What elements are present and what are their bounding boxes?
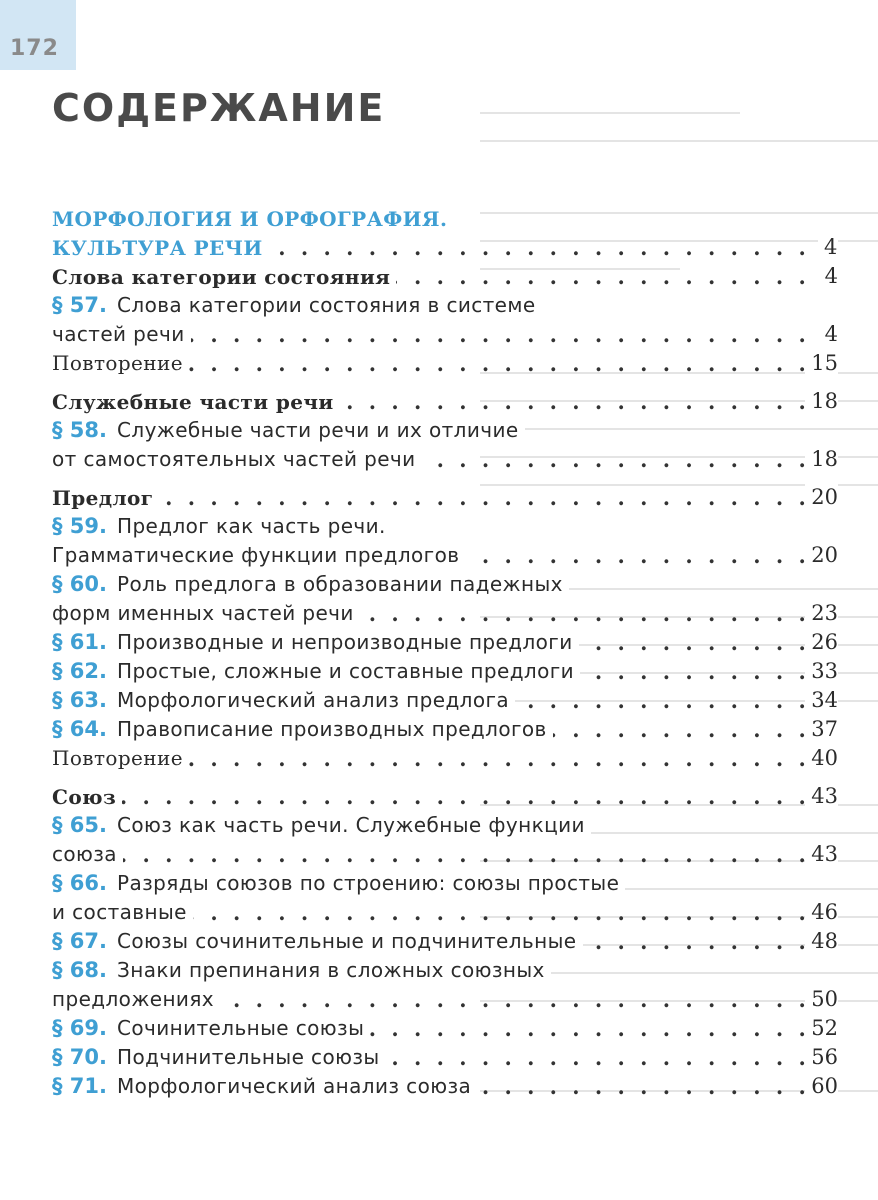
entry-title: Союз: [52, 785, 117, 809]
toc-paragraph-line[interactable]: [52, 657, 838, 686]
page-ref: 43: [805, 782, 838, 811]
entry-text: [52, 389, 340, 414]
entry-title: Повторение: [52, 351, 183, 375]
toc-paragraph-line[interactable]: [52, 840, 838, 869]
entry-text: [52, 293, 542, 317]
entry-text: [52, 784, 122, 809]
toc-section-line[interactable]: [52, 204, 838, 233]
entry-title: Служебные части речи: [52, 390, 334, 414]
page-ref: 26: [805, 628, 838, 657]
paragraph-number: § 64.: [52, 717, 108, 741]
entry-text: [52, 688, 515, 712]
page-ref: 4: [818, 233, 838, 262]
toc-paragraph-line[interactable]: [52, 715, 838, 744]
page-ref: 4: [819, 262, 838, 291]
entry-title: Служебные части речи и их отличие: [117, 418, 519, 442]
entry-text: [52, 1045, 386, 1069]
toc-chapter-line[interactable]: [52, 387, 838, 416]
paragraph-number: § 71.: [52, 1074, 108, 1098]
page-ref: 48: [805, 927, 838, 956]
toc-section-line[interactable]: [52, 233, 838, 262]
entry-text: [52, 572, 569, 596]
paragraph-number: § 70.: [52, 1045, 108, 1069]
page-ref: 15: [805, 349, 838, 378]
entry-text: [52, 264, 396, 289]
toc-paragraph-line[interactable]: [52, 985, 838, 1014]
entry-title: Простые, сложные и составные предлоги: [117, 659, 575, 683]
entry-title: и составные: [52, 900, 187, 924]
page-ref: 43: [805, 840, 838, 869]
page-ref: 20: [805, 541, 838, 570]
entry-title: Союзы сочинительные и подчинительные: [117, 929, 577, 953]
toc-paragraph-line[interactable]: [52, 686, 838, 715]
paragraph-number: § 60.: [52, 572, 108, 596]
toc-review-line[interactable]: [52, 349, 838, 378]
page-ref: 60: [805, 1072, 838, 1101]
entry-title: Слова категории состояния в системе: [117, 293, 536, 317]
entry-title: МОРФОЛОГИЯ И ОРФОГРАФИЯ.: [52, 207, 448, 231]
entry-title: Подчинительные союзы: [117, 1045, 380, 1069]
toc-paragraph-line[interactable]: [52, 1043, 838, 1072]
entry-title: Морфологический анализ союза: [117, 1074, 472, 1098]
paragraph-number: § 68.: [52, 958, 108, 982]
toc-paragraph-line[interactable]: [52, 1014, 838, 1043]
paragraph-number: § 62.: [52, 659, 108, 683]
entry-title: КУЛЬТУРА РЕЧИ: [52, 236, 263, 260]
toc-chapter-line[interactable]: [52, 782, 838, 811]
page-ref: 23: [805, 599, 838, 628]
page-ref: 20: [805, 483, 838, 512]
toc-paragraph-line[interactable]: [52, 541, 838, 570]
toc-paragraph-line[interactable]: [52, 320, 838, 349]
entry-title: союза: [52, 842, 117, 866]
paragraph-number: § 63.: [52, 688, 108, 712]
page-ref: 52: [805, 1014, 838, 1043]
entry-text: [52, 235, 269, 260]
paragraph-number: § 58.: [52, 418, 108, 442]
entry-title: предложениях: [52, 987, 214, 1011]
entry-title: Знаки препинания в сложных союзных: [117, 958, 545, 982]
entry-title: Разряды союзов по строению: союзы простые: [117, 871, 620, 895]
entry-text: [52, 447, 422, 471]
entry-text: [52, 351, 189, 375]
entry-title: частей речи: [52, 322, 185, 346]
page-ref: 50: [805, 985, 838, 1014]
entry-text: [52, 871, 625, 895]
entry-text: [52, 746, 189, 770]
toc-paragraph-line[interactable]: [52, 1072, 838, 1101]
toc-paragraph-line[interactable]: [52, 628, 838, 657]
entry-text: [52, 958, 551, 982]
entry-title: Предлог как часть речи.: [117, 514, 386, 538]
entry-text: [52, 813, 591, 837]
entry-text: [52, 1074, 477, 1098]
toc-paragraph-line[interactable]: [52, 599, 838, 628]
paragraph-number: § 61.: [52, 630, 108, 654]
entry-title: Роль предлога в образовании падежных: [117, 572, 563, 596]
entry-title: Союз как часть речи. Служебные функции: [117, 813, 585, 837]
entry-title: Морфологический анализ предлога: [117, 688, 510, 712]
entry-title: Слова категории состояния: [52, 265, 391, 289]
entry-text: [52, 900, 193, 924]
entry-text: [52, 485, 159, 510]
paragraph-number: § 57.: [52, 293, 108, 317]
entry-text: [52, 987, 220, 1011]
toc-chapter-line[interactable]: [52, 483, 838, 512]
paragraph-number: § 66.: [52, 871, 108, 895]
page-ref: 34: [805, 686, 838, 715]
entry-text: [52, 630, 579, 654]
toc-paragraph-line[interactable]: [52, 570, 838, 599]
entry-text: [52, 717, 553, 741]
page-number: 172: [10, 36, 59, 61]
page-ref: 4: [819, 320, 838, 349]
page-ref: 18: [805, 387, 838, 416]
page-ref: 33: [805, 657, 838, 686]
page-ref: 37: [805, 715, 838, 744]
entry-title: Повторение: [52, 746, 183, 770]
paragraph-number: § 69.: [52, 1016, 108, 1040]
entry-text: [52, 543, 465, 567]
toc-paragraph-line[interactable]: [52, 956, 838, 985]
entry-title: Грамматические функции предлогов: [52, 543, 460, 567]
toc-paragraph-line[interactable]: [52, 416, 838, 445]
toc-paragraph-line[interactable]: [52, 811, 838, 840]
entry-text: [52, 206, 453, 231]
toc-paragraph-line[interactable]: [52, 927, 838, 956]
entry-title: Производные и непроизводные предлоги: [117, 630, 573, 654]
toc-paragraph-line[interactable]: [52, 291, 838, 320]
toc-paragraph-line[interactable]: [52, 898, 838, 927]
toc-chapter-line[interactable]: [52, 262, 838, 291]
toc-paragraph-line[interactable]: [52, 512, 838, 541]
entry-title: Предлог: [52, 486, 154, 510]
paragraph-number: § 67.: [52, 929, 108, 953]
entry-text: [52, 601, 360, 625]
entry-text: [52, 842, 123, 866]
entry-text: [52, 418, 525, 442]
toc-paragraph-line[interactable]: [52, 869, 838, 898]
table-of-contents: [52, 204, 838, 1101]
entry-title: Сочинительные союзы: [117, 1016, 365, 1040]
entry-text: [52, 929, 583, 953]
toc-paragraph-line[interactable]: [52, 445, 838, 474]
entry-title: от самостоятельных частей речи: [52, 447, 416, 471]
page-ref: 40: [805, 744, 838, 773]
entry-text: [52, 659, 580, 683]
entry-title: форм именных частей речи: [52, 601, 354, 625]
page-title: СОДЕРЖАНИЕ: [52, 86, 386, 130]
page-ref: 46: [805, 898, 838, 927]
page-ref: 56: [805, 1043, 838, 1072]
paragraph-number: § 65.: [52, 813, 108, 837]
paragraph-number: § 59.: [52, 514, 108, 538]
entry-text: [52, 1016, 370, 1040]
toc-review-line[interactable]: [52, 744, 838, 773]
entry-text: [52, 514, 392, 538]
entry-text: [52, 322, 191, 346]
entry-title: Правописание производных предлогов: [117, 717, 547, 741]
page-ref: 18: [805, 445, 838, 474]
